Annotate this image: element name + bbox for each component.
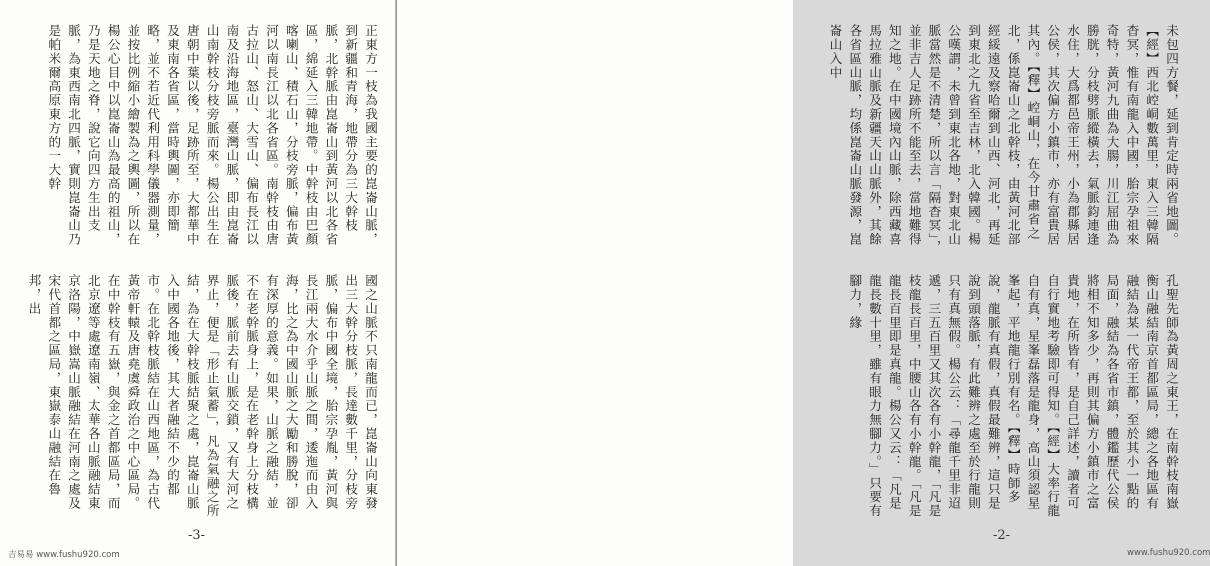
page-number-right: -2-: [993, 528, 1011, 543]
page-number-left: -3-: [188, 528, 206, 543]
left-page-middle-text: 國之山脈不只南龍而已，崑崙山向東發出三大幹分枝脈，長達數千里，分枝旁脈，偏布中國全境，胎宗孕胤，黃河與長江兩大水介乎山脈之間，逶迤而由入海，比之為中國山脈之大勵和勝脫，卻有深厚的意義。如果，山脈之融結，並不在老幹脈身: [244, 274, 378, 511]
left-page-bottom-column-text: [10, 274, 380, 524]
footer-left: 吉易易 www.fushu920.com: [8, 550, 120, 560]
right-page-bottom-column-text: 孔聖先師為黃周之東王，在南幹枝南嶽衡山融結南京首都區局，總之各地區有融結為某一代帝王都，至於其小一點的局面，融結為各省市鎮，體鑑歷代公侯將相不知多少，再則其偏方小鎮市之富貴地，在所皆有，是自己詳述，讀者可自行實地考驗即可得知。【經】大率行龍自有真，星峯磊落是龍身，高山須認星峯起，平地龍行別有名。【釋】時師多說，龍脈有真假，真假最難辨，這只是說到頭落脈，有此難辨之處至於行龍則只有真無假。楊公云：「尋龍千里非迢遞，三五百里又其次各有小幹龍，「凡是枝龍長百里，中腰山各有小幹龍。「凡是龍長百里即是真龍。楊公又云：「凡是龍長數十里，雖有眼力無腳力。」只要有腳力，緣: [847, 274, 1179, 518]
page-right: [397, 0, 1210, 566]
page-left: [0, 0, 396, 566]
left-page-top-column-text: 正東方一枝為我國主要的崑崙山脈，到新疆和青海，地帶分為三大幹枝脈，北幹脈由崑崙山到黃河以北各省區，綿延入三韓地帶。中幹枝由巴顏喀喇山、積石山，分枝旁脈，偏布黃河以南長江以北各省區。南幹枝由唐古拉山、怒山、大雪山、偏布長江以南及沿海地區，臺灣山脈，即由崑崙山南幹枝分枝旁脈而來。楊公出生在唐朝中葉以後，足跡所至，大都華中及東南各省區，當時輿圖，亦即簡略，並不若近代利用科學儀器測量，並按比例縮小繪製為之輿圖，所以在楊公心目中以崑崙山為最高的祖山，乃是天地之脊，說它向四方生出支脈，為東西南北四脈，實則崑崙山乃是帕米爾高原東方的一大幹: [46, 24, 378, 247]
left-page-bottom-text: 上，是在老幹身上分枝構脈後，脈前去有山脈交鎖，又有大河之界止，便是「形止氣蓄」，凡為氣融之所結，為在大幹枝脈結聚之處，崑崙山脈入中國各地後，其大者融結不少的都市。在北幹枝脈結在山西地區，為古代黃帝軒轅及唐堯虞舜政治之中心區局。在中幹枝有五嶽，與金之首都區局，而北京遼等處遼南嶺、太華各山脈融結東京洛陽，中嶽嵩山脈融結在河南之處及宋代首都之區局，東嶽泰山融結在魯邦，出: [26, 274, 260, 518]
footer-right: www.fushu920.com: [1127, 548, 1210, 558]
right-page-top-column-text: 未包四方餐，延到肯定時兩省地圖。【經】西北崆峒數萬里，東入三韓隔杳冥，惟有南龍入中國，胎宗孕祖來奇特，黃河九曲為大腸，川江屈曲為勝胱，分枝劈脈縱橫去，氣脈鈞連逢水住，大爲都邑帝王州，小為郡縣居公侯，其次偏方小鎮市，亦有富貴居其內。【釋】崆峒山，在今甘肅省之北，係崑崙山之北幹枝，由黃河北部經綏遠及察哈爾到山西、河北，再延到東北之九省至吉林，北入韓國。楊公嘆謂，未曾到東北各地，對東北山脈當然是不清楚，所以言「隔杳冥」，並非吉人足跡所不能至去，當地難得知之地。在中國境內山脈，除西藏喜馬拉雅山脈及新疆天山山脈外，其餘各省區山脈，均係崑崙山脈發源，崑崙山入中: [827, 24, 1179, 254]
